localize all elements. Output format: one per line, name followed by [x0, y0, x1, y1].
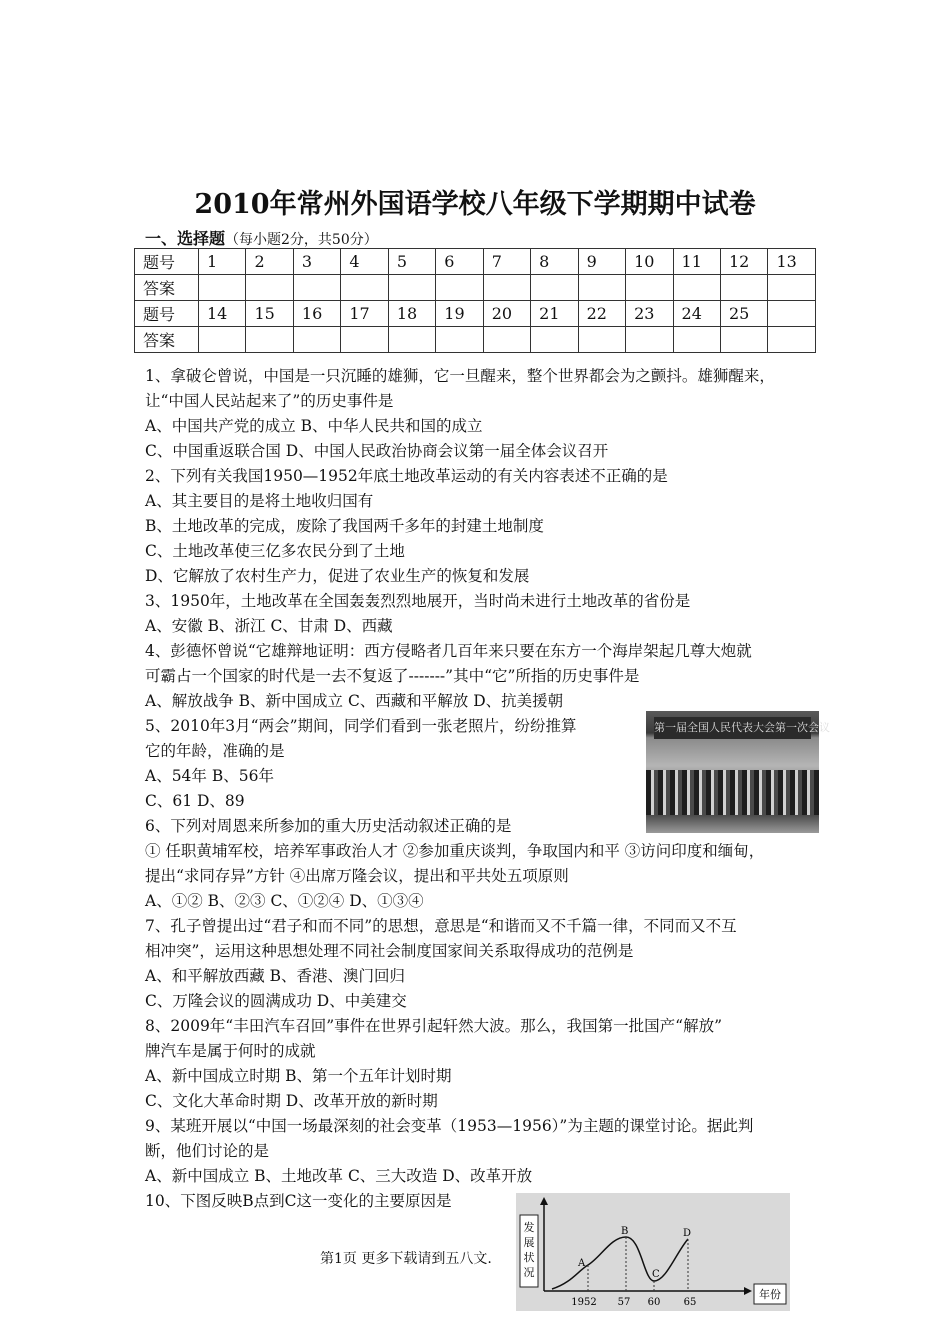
table-row	[135, 327, 816, 353]
table-cell	[246, 275, 293, 301]
table-cell: 3	[293, 249, 340, 275]
x-tick-label: 57	[617, 1297, 631, 1308]
question-line: C、61 D、89	[145, 792, 245, 810]
table-row	[135, 275, 816, 301]
question-line: C、土地改革使三亿多农民分到了土地	[145, 542, 405, 560]
point-label-b: B	[621, 1226, 629, 1237]
section-heading	[145, 226, 378, 249]
row-header-cell: 答案	[135, 327, 199, 353]
point-label-c: C	[652, 1269, 660, 1280]
table-cell: 7	[483, 249, 530, 275]
table-cell: 15	[246, 301, 293, 327]
question-line: 5、2010年3月“两会”期间，同学们看到一张老照片，纷纷推算	[145, 717, 577, 735]
table-cell: 9	[578, 249, 625, 275]
table-cell	[720, 275, 767, 301]
table-cell	[578, 275, 625, 301]
question-line: A、新中国成立 B、土地改革 C、三大改造 D、改革开放	[145, 1167, 533, 1185]
table-cell: 16	[293, 301, 340, 327]
table-cell: 17	[341, 301, 388, 327]
table-cell	[436, 275, 483, 301]
point-label-a: A	[578, 1258, 586, 1269]
question-line: 8、2009年“丰田汽车召回”事件在世界引起轩然大波。那么，我国第一批国产“解放”	[145, 1017, 723, 1035]
x-tick-label: 1952	[571, 1297, 597, 1308]
question-line: B、土地改革的完成，废除了我国两千多年的封建土地制度	[145, 517, 544, 535]
question-line: 2、下列有关我国1950—1952年底土地改革运动的有关内容表述不正确的是	[145, 467, 668, 485]
table-cell: 18	[388, 301, 435, 327]
row-header-cell: 答案	[135, 275, 199, 301]
table-cell: 6	[436, 249, 483, 275]
table-cell: 25	[720, 301, 767, 327]
table-cell	[199, 275, 246, 301]
table-cell	[388, 275, 435, 301]
page-footer: 第1页 更多下载请到五八文.	[320, 1251, 492, 1267]
question-line: 1、拿破仑曾说，中国是一只沉睡的雄狮，它一旦醒来，整个世界都会为之颤抖。雄狮醒来，	[145, 367, 775, 385]
question-line: A、新中国成立时期 B、第一个五年计划时期	[145, 1067, 452, 1085]
chart-background	[516, 1193, 790, 1311]
table-cell: 22	[578, 301, 625, 327]
y-label-char: 况	[523, 1266, 535, 1279]
question-line: C、文化大革命时期 D、改革开放的新时期	[145, 1092, 438, 1110]
table-cell	[341, 327, 388, 353]
table-cell	[768, 301, 816, 327]
table-cell	[626, 327, 673, 353]
table-cell	[626, 275, 673, 301]
question-line: 6、下列对周恩来所参加的重大历史活动叙述正确的是	[145, 817, 512, 835]
table-cell: 23	[626, 301, 673, 327]
point-label-d: D	[683, 1228, 692, 1239]
table-cell: 24	[673, 301, 720, 327]
table-cell	[578, 327, 625, 353]
table-cell	[388, 327, 435, 353]
x-tick-label: 65	[683, 1297, 697, 1308]
photo-banner: 第一届全国人民代表大会第一次会议	[654, 717, 811, 739]
y-label-char: 状	[523, 1251, 535, 1264]
question-line: A、①② B、②③ C、①②④ D、①③④	[145, 892, 424, 910]
exam-title: 2010年常州外国语学校八年级下学期期中试卷	[194, 189, 756, 220]
question-line: 3、1950年，土地改革在全国轰轰烈烈地展开，当时尚未进行土地改革的省份是	[145, 592, 691, 610]
section-note: （每小题2分，共50分）	[225, 232, 378, 248]
table-cell	[483, 275, 530, 301]
question-line: 牌汽车是属于何时的成就	[145, 1042, 316, 1060]
row-header-cell: 题号	[135, 301, 199, 327]
row-header-cell: 题号	[135, 249, 199, 275]
table-cell	[531, 275, 578, 301]
question-line: C、万隆会议的圆满成功 D、中美建交	[145, 992, 407, 1010]
answer-table	[134, 248, 816, 353]
photo-crowd	[646, 770, 819, 815]
table-cell	[293, 275, 340, 301]
question-line: A、和平解放西藏 B、香港、澳门回归	[145, 967, 406, 985]
question-line: 10、下图反映B点到C这一变化的主要原因是	[145, 1192, 452, 1210]
development-chart	[516, 1193, 790, 1311]
x-axis-label: 年份	[759, 1288, 781, 1301]
table-cell: 21	[531, 301, 578, 327]
question-line: A、安徽 B、浙江 C、甘肃 D、西藏	[145, 617, 393, 635]
table-cell	[436, 327, 483, 353]
question-line: 相冲突”，运用这种思想处理不同社会制度国家间关系取得成功的范例是	[145, 942, 634, 960]
question-line: A、解放战争 B、新中国成立 C、西藏和平解放 D、抗美援朝	[145, 692, 564, 710]
table-cell: 19	[436, 301, 483, 327]
table-cell	[483, 327, 530, 353]
historical-photo	[646, 711, 830, 833]
table-cell	[720, 327, 767, 353]
question-line: 提出“求同存异”方针 ④出席万隆会议，提出和平共处五项原则	[145, 867, 569, 885]
question-line: 9、某班开展以“中国一场最深刻的社会变革（1953—1956）”为主题的课堂讨论。据此判	[145, 1117, 754, 1135]
question-line: 它的年龄，准确的是	[145, 742, 285, 760]
table-row	[135, 249, 816, 275]
table-cell	[246, 327, 293, 353]
table-cell	[199, 327, 246, 353]
question-line: 让“中国人民站起来了”的历史事件是	[145, 392, 394, 410]
table-cell: 20	[483, 301, 530, 327]
y-label-char: 展	[523, 1236, 535, 1249]
table-cell: 2	[246, 249, 293, 275]
question-line: 7、孔子曾提出过“君子和而不同”的思想，意思是“和谐而又不千篇一律，不同而又不互	[145, 917, 737, 935]
table-cell: 12	[720, 249, 767, 275]
table-cell	[673, 327, 720, 353]
table-cell: 14	[199, 301, 246, 327]
question-line: 可霸占一个国家的时代是一去不复返了-------”其中“它”所指的历史事件是	[145, 667, 640, 685]
question-line: C、中国重返联合国 D、中国人民政治协商会议第一届全体会议召开	[145, 442, 609, 460]
question-line: ① 任职黄埔军校，培养军事政治人才 ②参加重庆谈判，争取国内和平 ③访问印度和缅甸，	[145, 842, 765, 860]
question-line: A、54年 B、56年	[145, 767, 274, 785]
section-title: 一、选择题	[145, 229, 226, 248]
question-line: 断，他们讨论的是	[145, 1142, 270, 1160]
table-cell: 5	[388, 249, 435, 275]
table-row	[135, 301, 816, 327]
table-cell	[768, 327, 816, 353]
table-cell: 11	[673, 249, 720, 275]
y-label-char: 发	[523, 1221, 535, 1234]
table-cell: 13	[768, 249, 816, 275]
table-cell	[531, 327, 578, 353]
table-cell: 8	[531, 249, 578, 275]
table-cell	[768, 275, 816, 301]
question-line: 4、彭德怀曾说“它雄辩地证明：西方侵略者几百年来只要在东方一个海岸架起几尊大炮就	[145, 642, 752, 660]
table-cell: 4	[341, 249, 388, 275]
question-line: A、中国共产党的成立 B、中华人民共和国的成立	[145, 417, 483, 435]
table-cell: 1	[199, 249, 246, 275]
x-tick-label: 60	[647, 1297, 661, 1308]
table-cell	[293, 327, 340, 353]
table-cell	[341, 275, 388, 301]
question-line: D、它解放了农村生产力，促进了农业生产的恢复和发展	[145, 567, 530, 585]
table-cell	[673, 275, 720, 301]
question-line: A、其主要目的是将土地收归国有	[145, 492, 374, 510]
table-cell: 10	[626, 249, 673, 275]
